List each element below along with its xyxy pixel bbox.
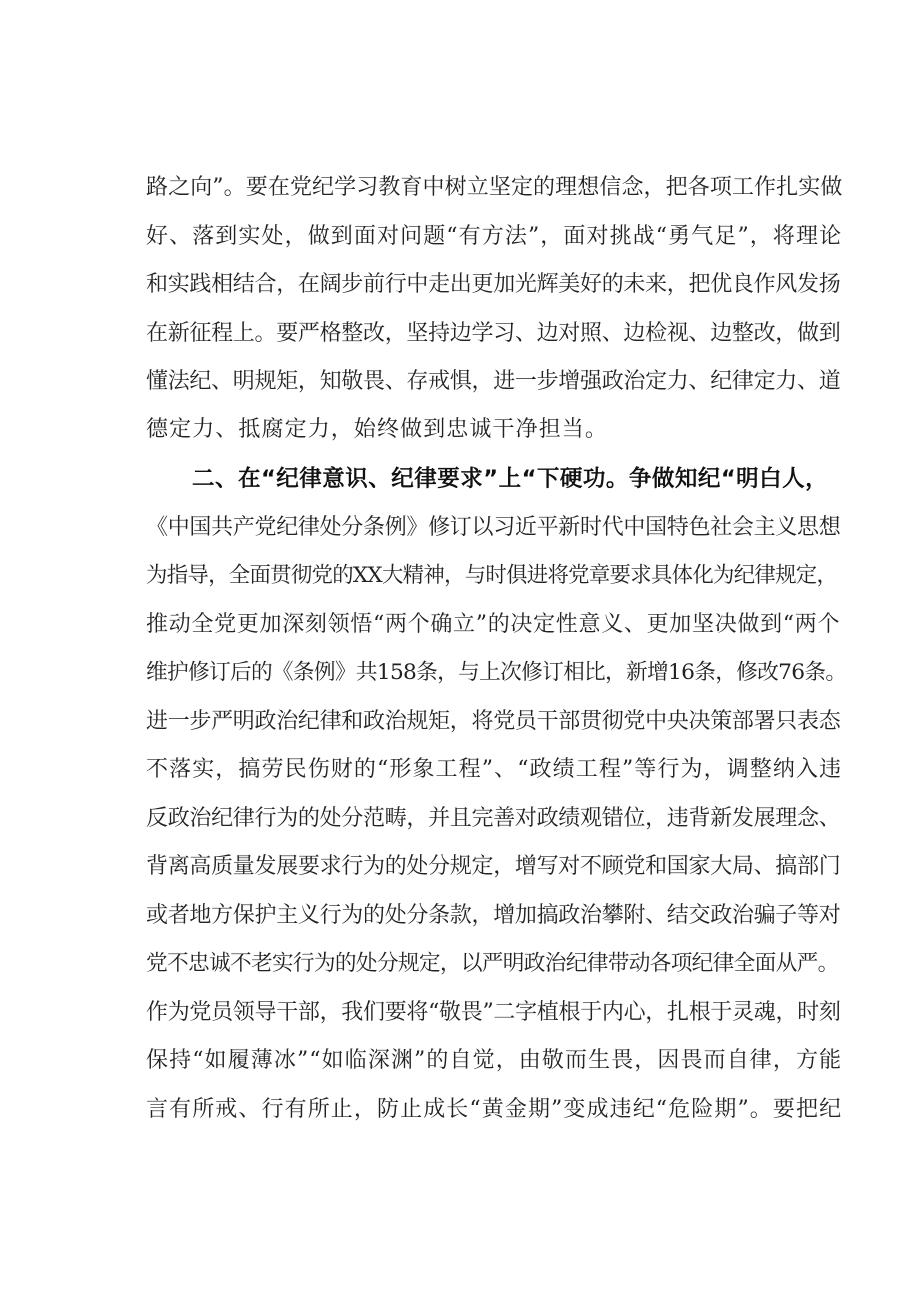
paragraph-line: 和实践相结合，在阔步前行中走出更加光辉美好的未来，把优良作风发扬 <box>146 272 841 297</box>
paragraph-line: 背离高质量发展要求行为的处分规定，增写对不顾党和国家大局、搞部门 <box>146 854 841 879</box>
paragraph-line: 在新征程上。要严格整改，坚持边学习、边对照、边检视、边整改，做到 <box>146 321 841 346</box>
paragraph-line: 言有所戒、行有所止，防止成长“黄金期”变成违纪“危险期”。要把纪 <box>146 1097 843 1122</box>
section-heading: 二、在“纪律意识、纪律要求”上“下硬功。争做知纪“明白人， <box>192 466 829 492</box>
paragraph-line: 反政治纪律行为的处分范畴，并且完善对政绩观错位，违背新发展理念、 <box>146 806 841 831</box>
paragraph-line: 《中国共产党纪律处分条例》修订以习近平新时代中国特色社会主义思想 <box>146 515 841 540</box>
paragraph-line: 德定力、抵腐定力，始终做到忠诚干净担当。 <box>146 417 609 442</box>
paragraph-line: 作为党员领导干部，我们要将“敬畏”二字植根于内心，扎根于灵魂，时刻 <box>146 1000 841 1025</box>
paragraph-line: 党不忠诚不老实行为的处分规定，以严明政治纪律带动各项纪律全面从严。 <box>146 951 839 976</box>
paragraph-line: 保持“如履薄冰”“如临深渊”的自觉，由敬而生畏，因畏而自律，方能 <box>146 1048 843 1073</box>
paragraph-line: 路之向”。要在党纪学习教育中树立坚定的理想信念，把各项工作扎实做 <box>146 175 843 200</box>
paragraph-line: 好、落到实处，做到面对问题“有方法”，面对挑战“勇气足”，将理论 <box>146 224 843 249</box>
paragraph-line: 不落实，搞劳民伤财的“形象工程”、“政绩工程”等行为，调整纳入违 <box>146 757 843 782</box>
paragraph-line: 进一步严明政治纪律和政治规矩，将党员干部贯彻党中央决策部署只表态 <box>146 709 841 734</box>
paragraph-line: 为指导，全面贯彻党的XX大精神，与时俱进将党章要求具体化为纪律规定， <box>146 563 838 588</box>
paragraph-line: 或者地方保护主义行为的处分条款，增加搞政治攀附、结交政治骗子等对 <box>146 903 841 928</box>
paragraph-line: 懂法纪、明规矩，知敬畏、存戒惧，进一步增强政治定力、纪律定力、道 <box>146 369 841 394</box>
paragraph-line: 维护修订后的《条例》共158条，与上次修订相比，新增16条，修改76条。 <box>146 660 847 685</box>
paragraph-line: 推动全党更加深刻领悟“两个确立”的决定性意义、更加坚决做到“两个 <box>146 612 841 637</box>
